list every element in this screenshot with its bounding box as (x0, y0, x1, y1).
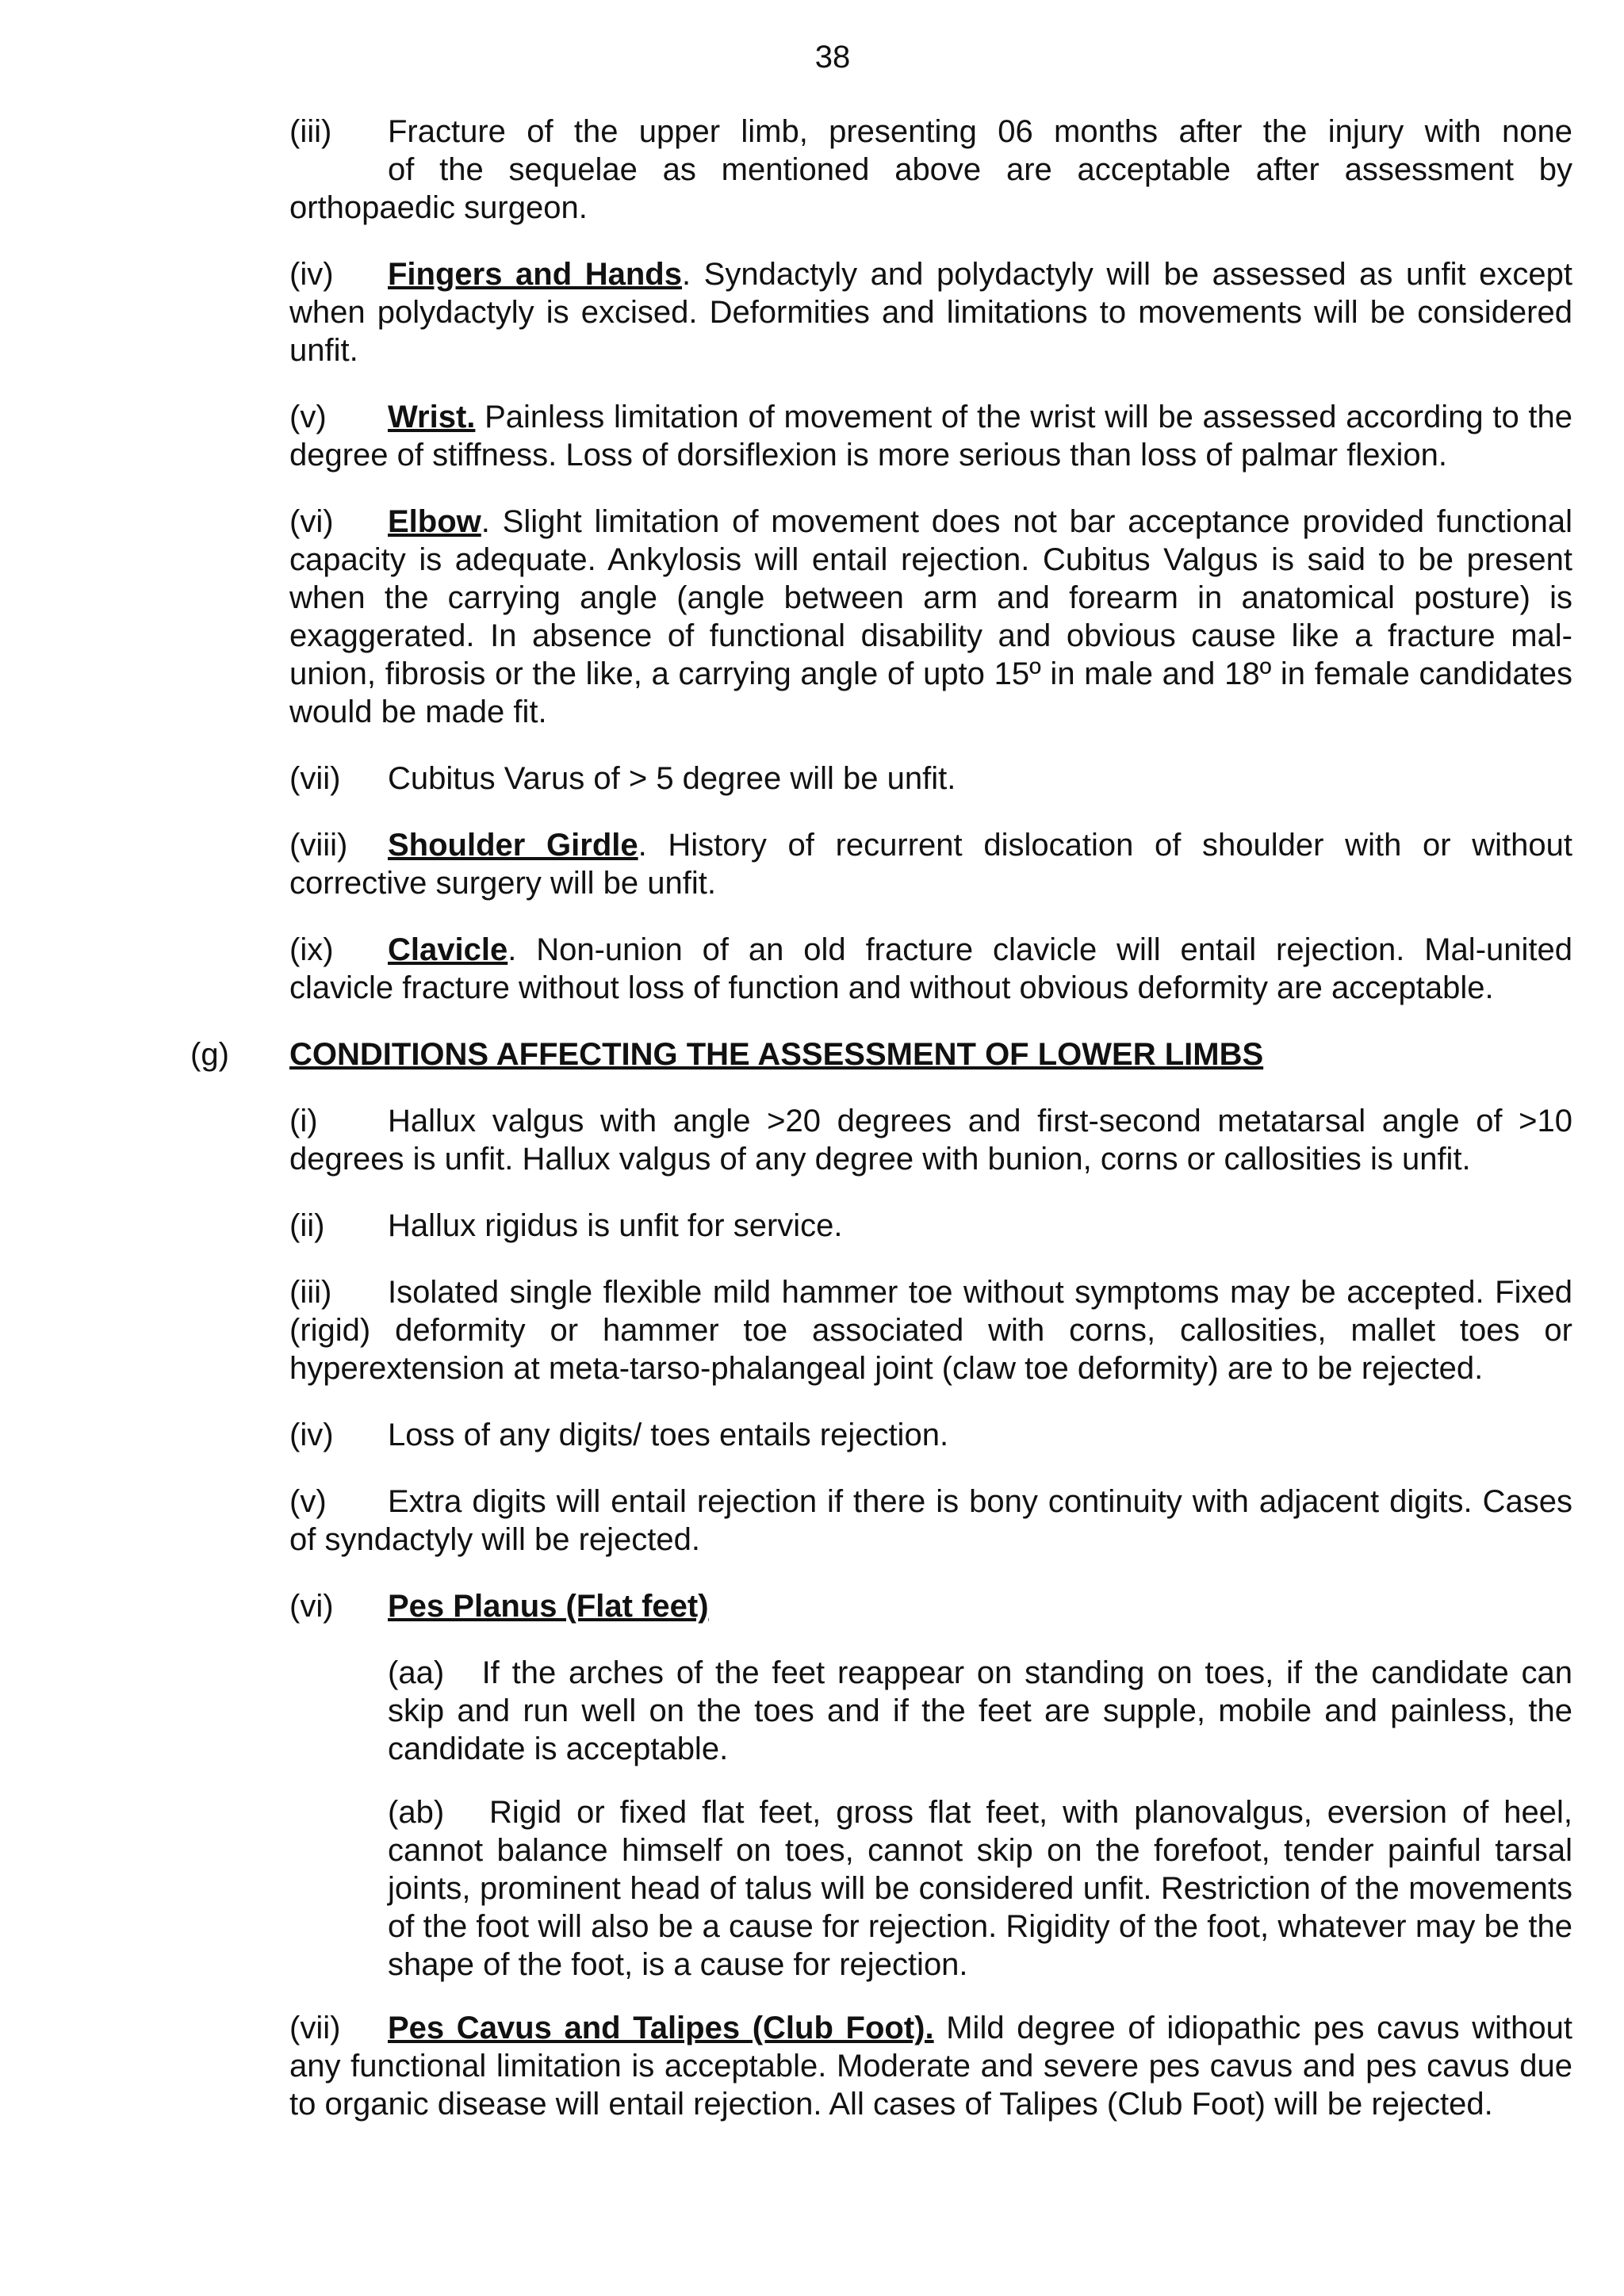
document-body (190, 113, 1573, 2152)
item-number: (ix) (289, 932, 334, 967)
item-heading: Wrist. (388, 400, 476, 434)
item-number: (iii) (289, 114, 332, 149)
item-text: Hallux valgus with angle >20 degrees and first-second metatarsal angle of >10 degrees is unfit. Hallux valgus of any degree with bunion, corns or callosities is unfit. (289, 1104, 1572, 1177)
sub-item-label: (ab) (388, 1795, 445, 1830)
item-ii-hallux-rigidus (289, 1207, 1572, 1245)
sub-item-label: (aa) (388, 1655, 445, 1690)
item-v-wrist (289, 398, 1572, 474)
item-number: (vi) (289, 1589, 334, 1624)
item-number: (vii) (289, 2011, 341, 2045)
item-iv-fingers-hands (289, 255, 1572, 369)
item-vi-elbow (289, 503, 1572, 731)
item-heading: Fingers and Hands (388, 257, 682, 292)
item-text: . Syndactyly and polydactyly will be assessed as unfit except when polydactyly is excised. Deformities and limitations to movements will be considered unfit. (289, 257, 1573, 368)
item-text: Hallux rigidus is unfit for service. (388, 1208, 843, 1243)
page-number: 38 (814, 40, 851, 75)
item-vii-pes-cavus (289, 2009, 1572, 2123)
item-text-end: orthopaedic surgeon. (289, 190, 588, 225)
item-heading: Shoulder Girdle (388, 828, 638, 863)
item-number: (ii) (289, 1208, 325, 1243)
sub-item-ab (289, 1793, 1572, 1984)
item-heading: Pes Cavus and Talipes (Club Foot). (388, 2011, 934, 2045)
item-heading: Pes Planus (Flat feet) (388, 1589, 709, 1624)
item-vi-pes-planus (289, 1587, 1572, 1625)
item-text: . Slight limitation of movement does not bar acceptance provided functional capacity is adequate. Ankylosis will entail rejection. Cubitus Valgus is said to be present when the carrying angle (angle between arm and forearm in anatomical posture) is exaggerated. In absence of functional disability and obvious cause like a fracture mal-union, fibrosis or the like, a carrying angle of upto 15º in male and 18º in female candidates would be made fit. (289, 504, 1572, 729)
item-text: Fracture of the upper limb, presenting 06 months after the injury with none (388, 114, 1572, 149)
item-text: Mild degree of idiopathic pes cavus without any functional limitation is acceptable. Moderate and severe pes cavus and pes cavus due to organic disease will entail rejection. All cases of Talipes (Club Foot) will be rejected. (289, 2011, 1572, 2122)
section-title: CONDITIONS AFFECTING THE ASSESSMENT OF LOWER LIMBS (289, 1037, 1264, 1072)
item-number: (vii) (289, 761, 341, 796)
item-text: . History of recurrent dislocation of shoulder with or without corrective surgery will be unfit. (289, 828, 1572, 901)
sub-item-text: If the arches of the feet reappear on standing on toes, if the candidate can skip and run well on the toes and if the feet are supple, mobile and painless, the candidate is acceptable. (388, 1655, 1572, 1766)
item-iv-loss-of-digits (289, 1416, 1572, 1454)
item-heading: Elbow (388, 504, 481, 539)
item-number: (vi) (289, 504, 334, 539)
item-number: (v) (289, 400, 327, 434)
item-iii-upper-limb (289, 113, 1572, 227)
item-number: (iii) (289, 1275, 332, 1310)
sub-item-aa (289, 1654, 1572, 1768)
item-number: (iv) (289, 1418, 334, 1452)
item-ix-clavicle (289, 931, 1572, 1007)
item-text: Cubitus Varus of > 5 degree will be unfit. (388, 761, 956, 796)
item-text: Isolated single flexible mild hammer toe without symptoms may be accepted. Fixed (rigid) deformity or hammer toe associated with corns, callosities, mallet toes or hyperextension at meta-tarso-phalangeal joint (claw toe deformity) are to be rejected. (289, 1275, 1572, 1386)
item-viii-shoulder-girdle (289, 826, 1572, 902)
item-number: (viii) (289, 828, 348, 863)
item-number: (v) (289, 1484, 327, 1519)
item-number: (i) (289, 1104, 318, 1138)
item-text: . Non-union of an old fracture clavicle will entail rejection. Mal-united clavicle fracture without loss of function and without obvious deformity are acceptable. (289, 932, 1572, 1005)
item-vii-cubitus-varus (289, 760, 1572, 798)
item-i-hallux-valgus (289, 1102, 1572, 1178)
item-iii-hammer-toe (289, 1273, 1572, 1387)
section-label: (g) (190, 1037, 229, 1072)
item-text: Loss of any digits/ toes entails rejection. (388, 1418, 949, 1452)
item-number: (iv) (289, 257, 334, 292)
section-g-heading (190, 1035, 1572, 1073)
item-heading: Clavicle (388, 932, 508, 967)
item-v-extra-digits (289, 1483, 1572, 1559)
item-text: Extra digits will entail rejection if there is bony continuity with adjacent digits. Cases of syndactyly will be rejected. (289, 1484, 1572, 1557)
sub-item-text: Rigid or fixed flat feet, gross flat feet, with planovalgus, eversion of heel, cannot balance himself on toes, cannot skip on the forefoot, tender painful tarsal joints, prominent head of talus will be considered unfit. Restriction of the movements of the foot will also be a cause for rejection. Rigidity of the foot, whatever may be the shape of the foot, is a cause for rejection. (388, 1795, 1573, 1982)
item-text: Painless limitation of movement of the wrist will be assessed according to the degree of stiffness. Loss of dorsiflexion is more serious than loss of palmar flexion. (289, 400, 1572, 473)
item-text-continued: of the sequelae as mentioned above are acceptable after assessment by (388, 152, 1572, 187)
